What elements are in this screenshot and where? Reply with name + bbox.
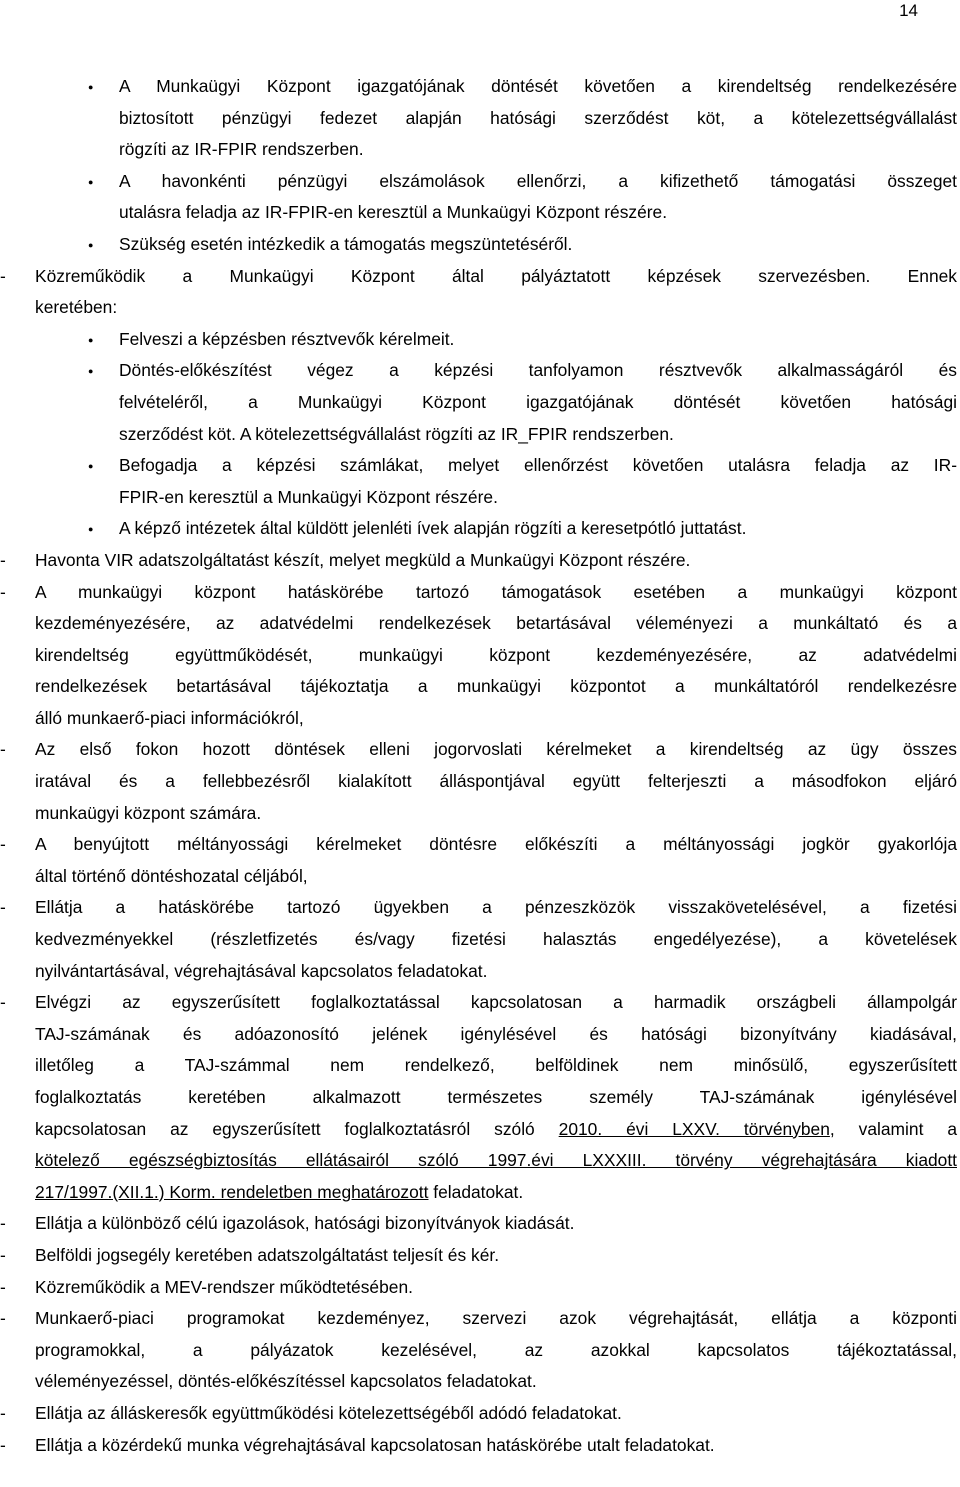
- text-line: [0, 987, 960, 1019]
- bullet-icon: ●: [88, 176, 94, 187]
- dash-marker: -: [0, 834, 6, 855]
- dash-marker: -: [0, 581, 6, 602]
- text-line: [0, 261, 960, 293]
- line-text: véleményezéssel, döntés-előkészítéssel kapcsolatos feladatokat.: [35, 1371, 537, 1392]
- line-text: Döntés-előkészítést végez a képzési tanfolyamon résztvevők alkalmasságáról és: [119, 360, 957, 381]
- line-text: Ellátja a közérdekű munka végrehajtásával kapcsolatosan hatáskörébe utalt feladatokat.: [35, 1434, 715, 1455]
- dash-marker: -: [0, 1276, 6, 1297]
- line-text: A képző intézetek által küldött jelenléti ívek alapján rögzíti a keresetpótló juttatást.: [119, 518, 747, 539]
- dash-marker: -: [0, 549, 6, 570]
- dash-marker: -: [0, 1244, 6, 1265]
- text-line: [0, 513, 960, 545]
- dash-marker: -: [0, 265, 6, 286]
- line-text: Szükség esetén intézkedik a támogatás megszüntetéséről.: [119, 233, 573, 254]
- line-text: A munkaügyi központ hatáskörébe tartozó támogatások esetében a munkaügyi központ: [35, 581, 957, 602]
- line-text-tail: , valamint a: [829, 1118, 957, 1139]
- line-text: A havonkénti pénzügyi elszámolások ellenőrzi, a kifizethető támogatási összeget: [119, 170, 957, 191]
- line-text: Elvégzi az egyszerűsített foglalkoztatással kapcsolatosan a harmadik országbeli állampolgár: [35, 992, 957, 1013]
- dash-marker: -: [0, 1402, 6, 1423]
- bullet-icon: ●: [88, 239, 94, 250]
- text-line: [0, 956, 960, 988]
- text-line: [0, 1208, 960, 1240]
- text-line: [0, 766, 960, 798]
- law-reference-link[interactable]: 2010. évi LXXV. törvényben: [558, 1118, 830, 1139]
- text-line: [0, 450, 960, 482]
- text-line: [0, 1050, 960, 1082]
- text-line: [0, 608, 960, 640]
- law-reference-link[interactable]: kötelező egészségbiztosítás ellátásairól szóló 1997.évi LXXXIII. törvény végrehajtására kiadott: [35, 1150, 957, 1171]
- line-text: utalásra feladja az IR-FPIR-en keresztül a Munkaügyi Központ részére.: [119, 202, 668, 223]
- line-text: Havonta VIR adatszolgáltatást készít, melyet megküld a Munkaügyi Központ részére.: [35, 549, 691, 570]
- text-line: [0, 103, 960, 135]
- page-number: 14: [899, 1, 918, 20]
- dash-marker: -: [0, 897, 6, 918]
- text-line: [0, 134, 960, 166]
- text-line: [0, 924, 960, 956]
- text-line: [0, 324, 960, 356]
- line-text: Belföldi jogsegély keretében adatszolgáltatást teljesít és kér.: [35, 1244, 500, 1265]
- text-line: [0, 229, 960, 261]
- bullet-icon: ●: [88, 82, 94, 92]
- text-line: [0, 671, 960, 703]
- text-line: [0, 545, 960, 577]
- line-text: rögzíti az IR-FPIR rendszerben.: [119, 139, 364, 160]
- text-line: [0, 1082, 960, 1114]
- line-text: Közreműködik a MEV-rendszer működtetésében.: [35, 1276, 413, 1297]
- text-line: [0, 1430, 960, 1462]
- line-text: foglalkoztatás keretében alkalmazott természetes személy TAJ-számának igénylésével: [35, 1087, 957, 1107]
- line-text: Az első fokon hozott döntések elleni jogorvoslati kérelmeket a kirendeltség az ügy összes: [35, 739, 957, 760]
- line-text: álló munkaerő-piaci információkról,: [35, 707, 304, 728]
- line-text: Befogadja a képzési számlákat, melyet ellenőrzést követően utalásra feladja az IR-: [119, 455, 957, 476]
- line-text: Felveszi a képzésben résztvevők kérelmeit.: [119, 328, 455, 349]
- text-line: [0, 355, 960, 387]
- line-text: Ellátja a különböző célú igazolások, hatósági bizonyítványok kiadását.: [35, 1213, 575, 1234]
- line-text: szerződést köt. A kötelezettségvállalást rögzíti az IR_FPIR rendszerben.: [119, 423, 674, 444]
- text-line: [0, 1019, 960, 1051]
- text-line: [0, 1366, 960, 1398]
- line-text: TAJ-számának és adóazonosító jelének igénylésével és hatósági bizonyítvány kiadásával,: [35, 1023, 957, 1044]
- text-line: [0, 292, 960, 324]
- bullet-icon: ●: [88, 334, 94, 345]
- line-text: kezdeményezésére, az adatvédelmi rendelkezések betartásával véleményezi a munkáltató és a: [35, 613, 957, 634]
- text-line: [0, 577, 960, 609]
- dash-marker: -: [0, 992, 6, 1013]
- bullet-icon: ●: [88, 461, 94, 472]
- line-text: nyilvántartásával, végrehajtásával kapcsolatos feladatokat.: [35, 960, 488, 981]
- line-text: Ellátja az álláskeresők együttműködési kötelezettségéből adódó feladatokat.: [35, 1402, 622, 1423]
- document-body: [0, 71, 960, 1461]
- line-text: A benyújtott méltányossági kérelmeket döntésre előkészíti a méltányossági jogkör gyakorlója: [35, 834, 957, 855]
- line-text: [35, 1114, 957, 1146]
- line-text: kedvezményekkel (részletfizetés és/vagy fizetési halasztás engedélyezése), a követelések: [35, 929, 957, 950]
- line-text: munkaügyi központ számára.: [35, 802, 262, 823]
- text-line: [0, 1177, 960, 1209]
- dash-marker: -: [0, 1308, 6, 1329]
- line-text: keretében:: [35, 297, 118, 318]
- bullet-icon: ●: [88, 524, 94, 535]
- text-line: [0, 1145, 960, 1177]
- text-line: [0, 798, 960, 830]
- text-line: [0, 1272, 960, 1304]
- text-line: [0, 71, 960, 103]
- law-reference-link[interactable]: 217/1997.(XII.1.) Korm. rendeletben meghatározott: [35, 1181, 429, 1202]
- line-text: biztosított pénzügyi fedezet alapján hatósági szerződést köt, a kötelezettségvállalást: [119, 107, 957, 128]
- line-text: Ellátja a hatáskörébe tartozó ügyekben a pénzeszközök visszakövetelésével, a fizetési: [35, 897, 957, 918]
- text-line: [0, 1240, 960, 1272]
- text-line: [0, 703, 960, 735]
- line-text: programokkal, a pályázatok kezelésével, az azokkal kapcsolatos tájékoztatással,: [35, 1339, 957, 1360]
- text-line: [0, 861, 960, 893]
- line-text: A Munkaügyi Központ igazgatójának döntését követően a kirendeltség rendelkezésére: [119, 76, 957, 96]
- text-line: [0, 640, 960, 672]
- line-text: felvételéről, a Munkaügyi Központ igazgatójának döntését követően hatósági: [119, 391, 957, 412]
- line-text: FPIR-en keresztül a Munkaügyi Központ részére.: [119, 486, 498, 507]
- text-line: [0, 482, 960, 514]
- line-text: illetőleg a TAJ-számmal nem rendelkező, belföldinek nem minősülő, egyszerűsített: [35, 1055, 957, 1076]
- text-line: [0, 1335, 960, 1367]
- text-line: [0, 1303, 960, 1335]
- dash-marker: -: [0, 739, 6, 760]
- text-line: [0, 829, 960, 861]
- text-line: [0, 387, 960, 419]
- line-text: által történő döntéshozatal céljából,: [35, 865, 308, 886]
- text-line: [0, 734, 960, 766]
- line-text: Munkaerő-piaci programokat kezdeményez, szervezi azok végrehajtását, ellátja a központi: [35, 1308, 957, 1329]
- line-text: rendelkezések betartásával tájékoztatja a munkaügyi központot a munkáltatóról rendelkezésre: [35, 676, 957, 697]
- line-text: Közreműködik a Munkaügyi Központ által pályáztatott képzések szervezésben. Ennek: [35, 265, 957, 286]
- dash-marker: -: [0, 1213, 6, 1234]
- text-line: [0, 166, 960, 198]
- line-text-lead: kapcsolatosan az egyszerűsített foglalkoztatásról szóló: [35, 1118, 559, 1139]
- line-text: [35, 1145, 957, 1177]
- text-line: [0, 1398, 960, 1430]
- line-text: kirendeltség együttműködését, munkaügyi központ kezdeményezésére, az adatvédelmi: [35, 644, 957, 665]
- line-text: [35, 1177, 957, 1209]
- text-line: [0, 197, 960, 229]
- line-text-tail: feladatokat.: [428, 1181, 524, 1202]
- text-line: [0, 892, 960, 924]
- line-text: iratával és a fellebbezésről kialakított álláspontjával együtt felterjeszti a másodfokon eljáró: [35, 771, 957, 792]
- text-line: [0, 419, 960, 451]
- dash-marker: -: [0, 1434, 6, 1455]
- bullet-icon: ●: [88, 366, 94, 377]
- text-line: [0, 1114, 960, 1146]
